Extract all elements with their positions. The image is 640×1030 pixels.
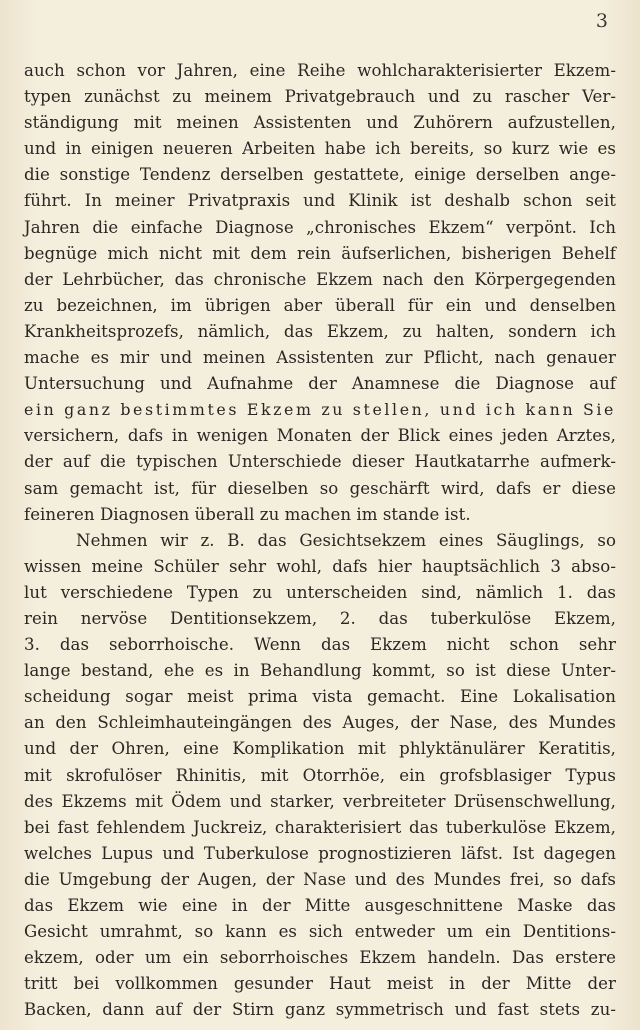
text-line: das Ekzem wie eine in der Mitte ausgeschnittene Maske das [24, 896, 616, 915]
text-line: lut verschiedene Typen zu unterscheiden sind, nämlich 1. das [24, 582, 616, 602]
body-text [24, 58, 616, 1023]
text-line: rein nervöse Dentitionsekzem, 2. das tuberkulöse Ekzem, [24, 608, 616, 628]
paragraph-end-line: feineren Diagnosen überall zu machen im stande ist. [24, 504, 471, 524]
text-line: 3. das seborrhoische. Wenn das Ekzem nicht schon sehr [24, 635, 616, 655]
text-line: die sonstige Tendenz derselben gestattete, einige derselben ange- [24, 165, 616, 185]
text-line: Jahren die einfache Diagnose „chronisches Ekzem“ verpönt. Ich [24, 217, 616, 237]
text-line: lange bestand, ehe es in Behandlung kommt, so ist diese Unter- [24, 661, 616, 681]
text-line: zu bezeichnen, im übrigen aber überall für ein und denselben [24, 295, 616, 315]
text-line: tritt bei vollkommen gesunder Haut meist in der Mitte der [24, 974, 616, 994]
text-line: an den Schleimhauteingängen des Auges, der Nase, des Mundes [24, 713, 616, 733]
text-line: bei fast fehlendem Juckreiz, charakterisiert das tuberkulöse Ekzem, [24, 817, 616, 837]
text-line: begnüge mich nicht mit dem rein äufserlichen, bisherigen Behelf [24, 243, 616, 263]
text-line: Untersuchung und Aufnahme der Anamnese die Diagnose auf [24, 374, 616, 394]
text-line: und in einigen neueren Arbeiten habe ich bereits, so kurz wie es [24, 139, 616, 159]
text-line: auch schon vor Jahren, eine Reihe wohlcharakterisierter Ekzem- [24, 61, 616, 80]
text-line: Backen, dann auf der Stirn ganz symmetrisch und fast stets zu- [24, 1000, 616, 1020]
text-line: Krankheitsprozefs, nämlich, das Ekzem, zu halten, sondern ich [24, 321, 616, 341]
text-line: ekzem, oder um ein seborrhoisches Ekzem handeln. Das erstere [24, 948, 616, 968]
text-line: des Ekzems mit Ödem und starker, verbreiteter Drüsenschwellung, [24, 791, 616, 811]
text-line: scheidung sogar meist prima vista gemacht. Eine Lokalisation [24, 687, 616, 707]
paragraph-start-line: Nehmen wir z. B. das Gesichtsekzem eines Säuglings, so [76, 530, 616, 550]
text-line-emphasized: ein ganz bestimmtes Ekzem zu stellen, und ich kann Sie [24, 400, 616, 420]
text-line: die Umgebung der Augen, der Nase und des Mundes frei, so dafs [24, 869, 616, 889]
text-line: welches Lupus und Tuberkulose prognostizieren läfst. Ist dagegen [24, 843, 616, 863]
text-line: führt. In meiner Privatpraxis und Klinik ist deshalb schon seit [24, 191, 616, 211]
text-line: typen zunächst zu meinem Privatgebrauch und zu rascher Ver- [24, 87, 616, 107]
page-number: 3 [595, 10, 608, 32]
text-line: und der Ohren, eine Komplikation mit phlyktänulärer Keratitis, [24, 739, 616, 759]
text-line: versichern, dafs in wenigen Monaten der Blick eines jeden Arztes, [24, 426, 616, 446]
text-line: der auf die typischen Unterschiede dieser Hautkatarrhe aufmerk- [24, 452, 616, 472]
text-line: Gesicht umrahmt, so kann es sich entweder um ein Dentitions- [24, 922, 616, 942]
text-line: ständigung mit meinen Assistenten und Zuhörern aufzustellen, [24, 113, 616, 133]
text-line: wissen meine Schüler sehr wohl, dafs hier hauptsächlich 3 abso- [24, 556, 616, 576]
text-line: mit skrofulöser Rhinitis, mit Otorrhöe, ein grofsblasiger Typus [24, 765, 616, 785]
text-line: mache es mir und meinen Assistenten zur Pflicht, nach genauer [24, 348, 616, 368]
text-line: sam gemacht ist, für dieselben so geschärft wird, dafs er diese [24, 478, 616, 498]
text-line: der Lehrbücher, das chronische Ekzem nach den Körpergegenden [24, 269, 616, 289]
